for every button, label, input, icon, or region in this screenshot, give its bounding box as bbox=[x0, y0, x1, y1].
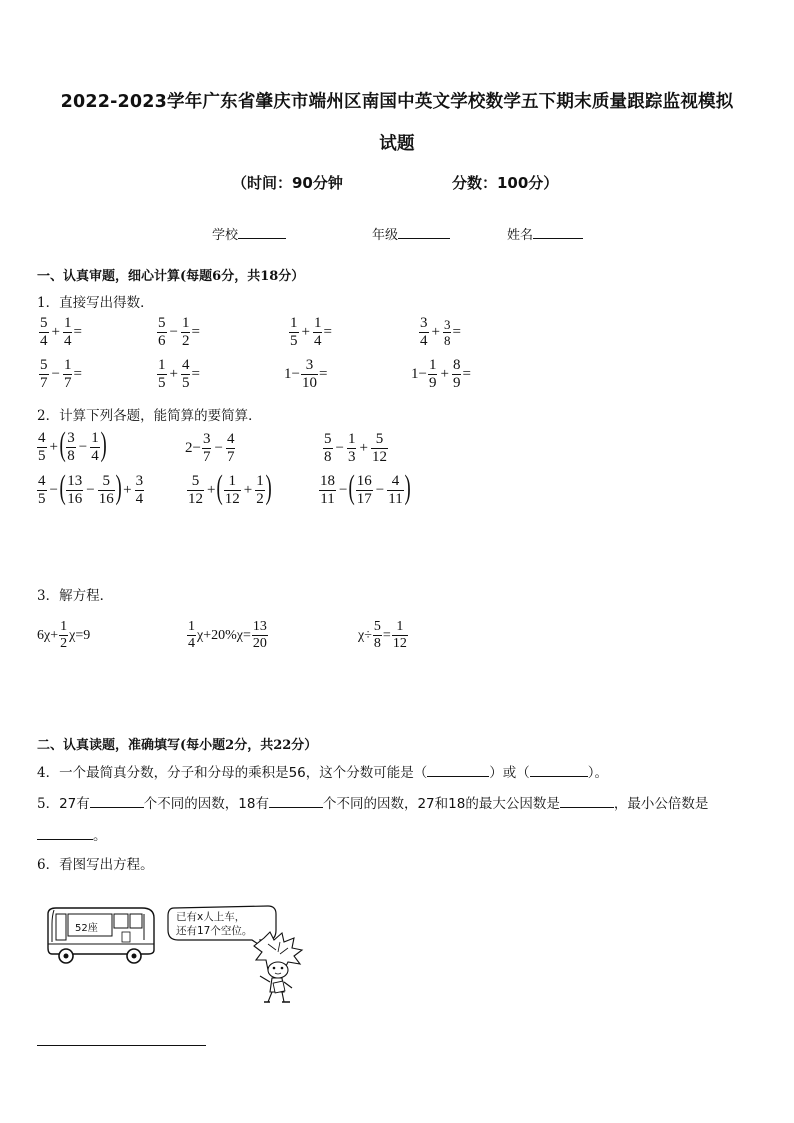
q2-prompt: 2．计算下列各题，能简算的要简算． bbox=[37, 408, 262, 424]
q2-expr-4: $\frac{4}{5}$ − ( $\frac{13}{16}$ − $\frac{5}{16}$ ) + $\frac{3}{4}$ bbox=[38, 469, 144, 507]
page-title: 2022-2023学年广东省肇庆市端州区南国中英文学校数学五下期末质量跟踪监视模拟 bbox=[60, 92, 734, 112]
section2-title: 二、认真读题，准确填写(每小题2分，共22分） bbox=[37, 738, 318, 753]
q4-blank-2[interactable] bbox=[530, 764, 588, 777]
grade-label: 年级 bbox=[372, 228, 399, 243]
grade-blank[interactable] bbox=[398, 226, 450, 239]
page-title-line2: 试题 bbox=[379, 134, 415, 154]
q1-item-8: 1− $\frac{1}{9}$ + $\frac{8}{9}$ = bbox=[411, 357, 471, 391]
speech-line-2: 还有17个空位。 bbox=[176, 925, 253, 937]
q5-text-line2: 。 bbox=[37, 824, 107, 844]
q5-text: 5．27有 个不同的因数，18有 个不同的因数，27和18的最大公因数是 ，最小公倍数是 bbox=[37, 796, 709, 812]
bus-seat-label: 52座 bbox=[75, 923, 98, 934]
q1-item-7: 1− $\frac{3}{10}$ = bbox=[284, 357, 328, 391]
q3-prompt: 3．解方程． bbox=[37, 588, 114, 604]
q1-item-6: $\frac{1}{5}$ + $\frac{4}{5}$ = bbox=[158, 357, 200, 391]
section1-title: 一、认真审题，细心计算(每题6分，共18分） bbox=[37, 269, 305, 284]
q1-item-2: $\frac{5}{6}$ − $\frac{1}{2}$ = bbox=[158, 315, 200, 349]
grade-field[interactable] bbox=[372, 224, 450, 243]
fraction: $\frac{5}{4}$ bbox=[40, 315, 48, 349]
score-label: 分数：100分） bbox=[452, 174, 559, 192]
q1-item-5: $\frac{5}{7}$ − $\frac{1}{7}$ = bbox=[40, 357, 82, 391]
q5-blank-2[interactable] bbox=[269, 795, 323, 808]
q2-expr-1: $\frac{4}{5}$ + ( $\frac{3}{8}$ − $\frac{1}{4}$ ) bbox=[38, 426, 107, 464]
cartoon-character-illustration bbox=[244, 930, 314, 1008]
q1-prompt: 1．直接写出得数． bbox=[37, 295, 154, 311]
q5-blank-3[interactable] bbox=[560, 795, 614, 808]
fraction: $\frac{1}{4}$ bbox=[63, 315, 72, 349]
school-field[interactable] bbox=[212, 224, 286, 243]
q2-expr-6: $\frac{18}{11}$ − ( $\frac{16}{17}$ − $\frac{4}{11}$ ) bbox=[320, 469, 411, 507]
bus-illustration bbox=[42, 904, 162, 968]
q3-equation-2: $\frac{1}{4}$ χ+20%χ= $\frac{13}{20}$ bbox=[188, 619, 267, 651]
name-blank[interactable] bbox=[533, 226, 583, 239]
time-label: （时间：90分钟 bbox=[232, 174, 343, 192]
q1-item-3: $\frac{1}{5}$ + $\frac{1}{4}$ = bbox=[290, 315, 332, 349]
q6-answer-line[interactable] bbox=[37, 1045, 206, 1046]
q3-equation-3: χ÷ $\frac{5}{8}$ = $\frac{1}{12}$ bbox=[358, 619, 407, 651]
q5-blank-1[interactable] bbox=[90, 795, 144, 808]
name-label: 姓名 bbox=[507, 228, 534, 243]
q1-item-1: $\frac{5}{4}$ + $\frac{1}{4}$ = bbox=[40, 315, 82, 349]
q2-expr-3: $\frac{5}{8}$ − $\frac{1}{3}$ + $\frac{5}{12}$ bbox=[324, 431, 387, 465]
q2-expr-2: 2− $\frac{3}{7}$ − $\frac{4}{7}$ bbox=[185, 431, 235, 465]
q4-blank-1[interactable] bbox=[427, 764, 489, 777]
school-blank[interactable] bbox=[238, 226, 286, 239]
q1-item-4: $\frac{3}{4}$ + $\frac{3}{8}$ = bbox=[420, 315, 461, 349]
q2-expr-5: $\frac{5}{12}$ + ( $\frac{1}{12}$ + $\frac{1}{2}$ ) bbox=[188, 469, 272, 507]
speech-line-1: 已有x人上车， bbox=[176, 911, 246, 923]
q5-blank-4[interactable] bbox=[37, 827, 93, 840]
school-label: 学校 bbox=[212, 228, 239, 243]
q3-equation-1: 6χ+ $\frac{1}{2}$ χ=9 bbox=[37, 619, 91, 651]
name-field[interactable] bbox=[507, 224, 583, 243]
q4-text: 4．一个最简真分数，分子和分母的乘积是56，这个分数可能是（ ）或（ ）。 bbox=[37, 765, 609, 781]
q6-prompt: 6．看图写出方程。 bbox=[37, 857, 154, 873]
